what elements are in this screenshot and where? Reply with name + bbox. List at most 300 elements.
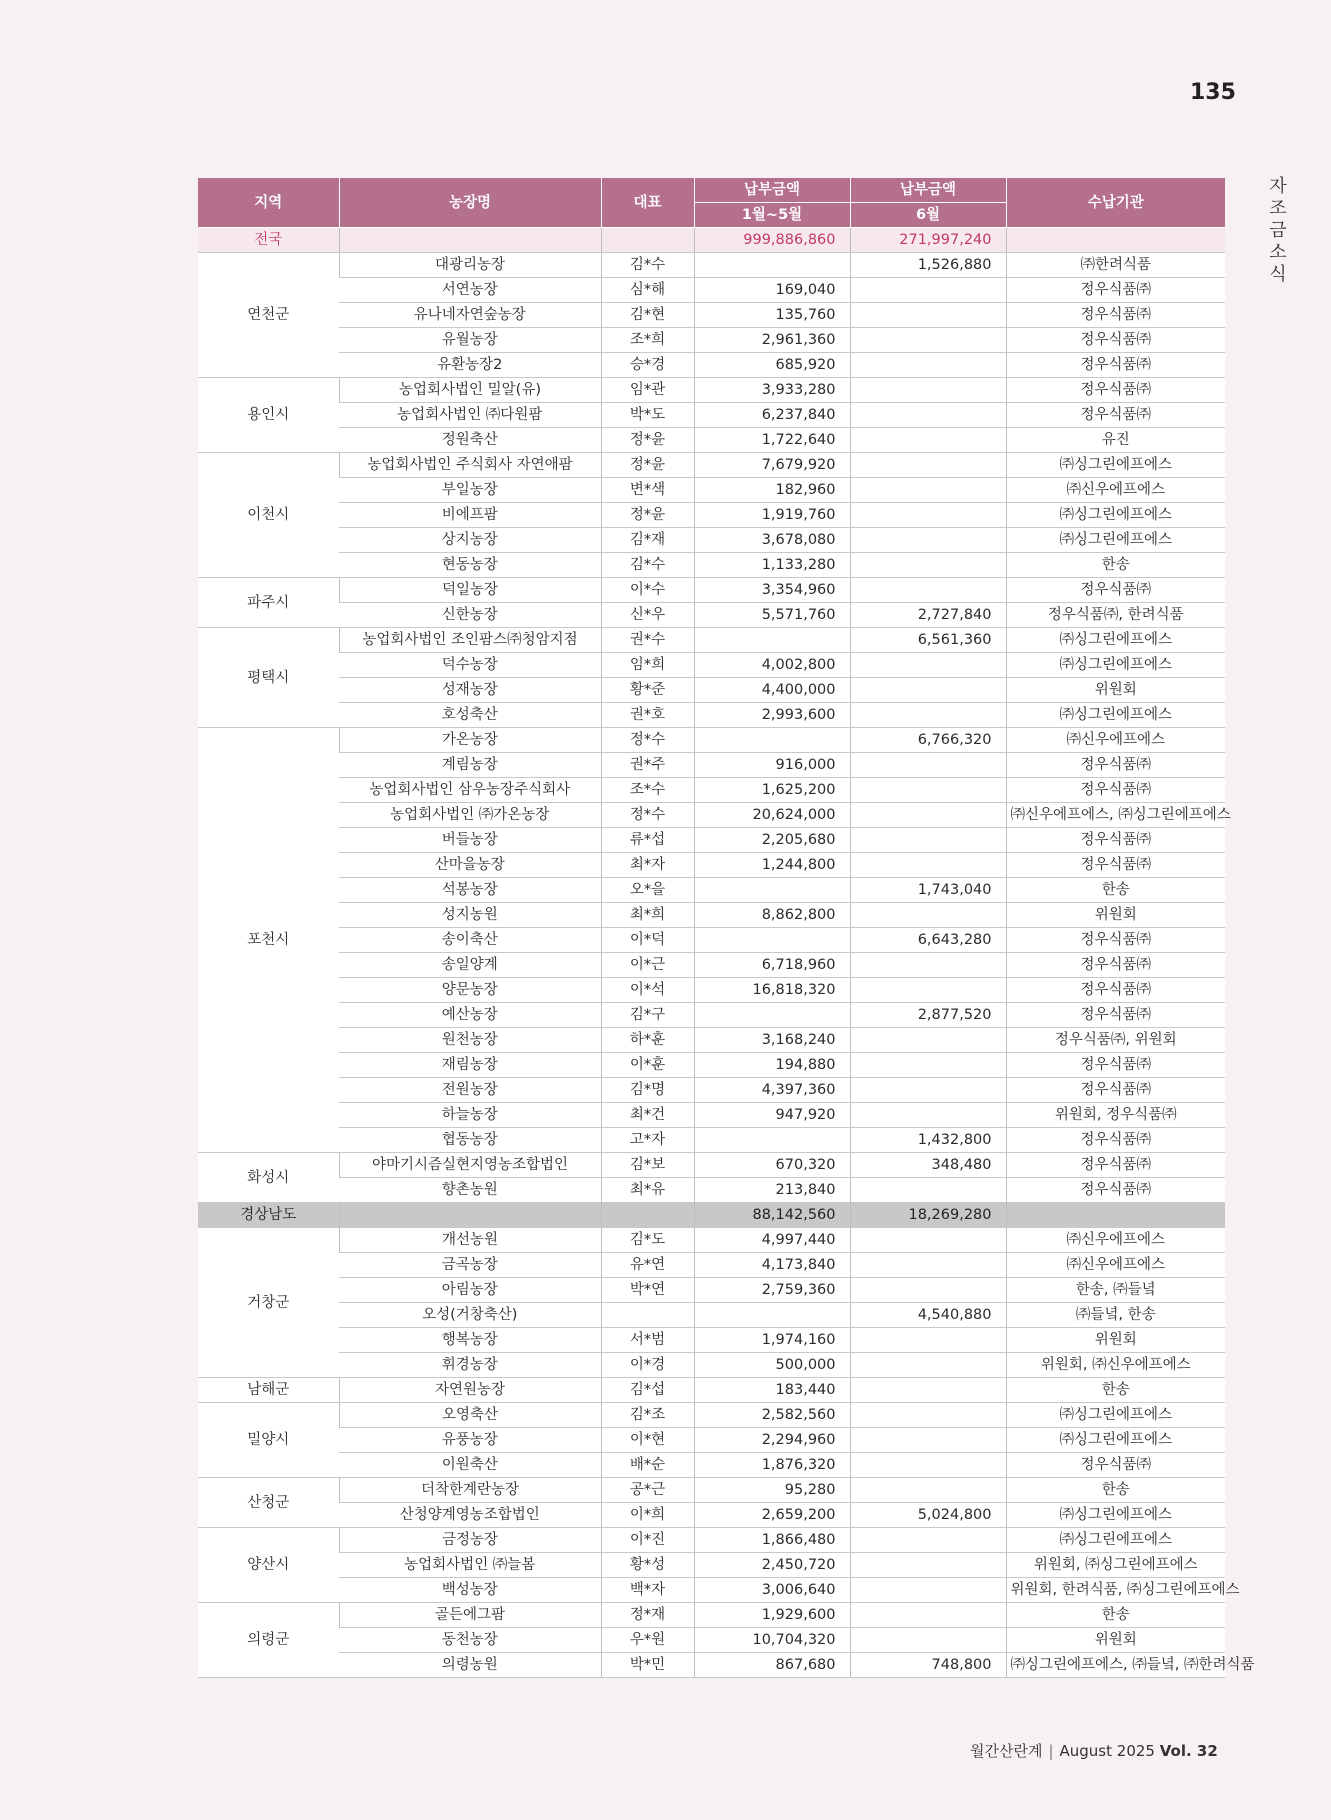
amount-jan-may-cell: 7,679,920 (694, 453, 850, 478)
receiving-org-cell: ㈜싱그린에프에스 (1006, 528, 1225, 553)
receiving-org-cell: ㈜한려식품 (1006, 253, 1225, 278)
amount-jan-may-cell: 3,933,280 (694, 378, 850, 403)
amount-jan-may-cell (694, 728, 850, 753)
table-row (198, 378, 1225, 403)
table-row (198, 1428, 1225, 1453)
amount-jan-may-cell (694, 1128, 850, 1153)
side-label-char: 조 (1269, 198, 1287, 219)
representative-cell: 조*희 (601, 328, 694, 353)
farm-name-cell: 성지농원 (339, 903, 601, 928)
farm-name-cell: 정원축산 (339, 428, 601, 453)
representative-cell: 우*원 (601, 1628, 694, 1653)
representative-cell: 이*현 (601, 1428, 694, 1453)
amount-june-cell (850, 378, 1006, 403)
representative-cell: 박*민 (601, 1653, 694, 1678)
representative-cell: 정*윤 (601, 503, 694, 528)
farm-name-cell: 재림농장 (339, 1053, 601, 1078)
farm-name-cell: 계림농장 (339, 753, 601, 778)
amount-june-cell (850, 478, 1006, 503)
amount-june-cell: 6,643,280 (850, 928, 1006, 953)
representative-cell: 서*범 (601, 1328, 694, 1353)
receiving-org-cell: 정우식품㈜ (1006, 1003, 1225, 1028)
amount-jan-may-cell: 3,678,080 (694, 528, 850, 553)
amount-june-cell (850, 1553, 1006, 1578)
representative-cell: 최*자 (601, 853, 694, 878)
amount-jan-may-cell: 1,876,320 (694, 1453, 850, 1478)
table-row (198, 1228, 1225, 1253)
side-label-char: 소 (1269, 242, 1287, 263)
amount-jan-may-cell: 95,280 (694, 1478, 850, 1503)
amount-june-cell: 6,766,320 (850, 728, 1006, 753)
representative-cell: 최*희 (601, 903, 694, 928)
receiving-org-cell: 정우식품㈜ (1006, 753, 1225, 778)
representative-cell: 이*경 (601, 1353, 694, 1378)
representative-cell: 황*성 (601, 1553, 694, 1578)
amount-june-cell (850, 903, 1006, 928)
amount-jan-may-cell: 4,173,840 (694, 1253, 850, 1278)
representative-cell: 승*경 (601, 353, 694, 378)
receiving-org-cell: ㈜싱그린에프에스 (1006, 503, 1225, 528)
receiving-org-cell: ㈜싱그린에프에스 (1006, 703, 1225, 728)
representative-cell: 이*수 (601, 578, 694, 603)
amount-june-cell (850, 1578, 1006, 1603)
receiving-org-cell: 정우식품㈜ (1006, 378, 1225, 403)
representative-cell: 정*윤 (601, 428, 694, 453)
receiving-org-cell: 한송 (1006, 553, 1225, 578)
amount-june-cell (850, 1178, 1006, 1203)
table-row (198, 728, 1225, 753)
table-row (198, 1153, 1225, 1178)
receiving-org-cell: 위원회, 한려식품, ㈜싱그린에프에스 (1006, 1578, 1225, 1603)
header-org: 수납기관 (1006, 178, 1225, 228)
page-number: 135 (1190, 80, 1236, 105)
amount-june-cell (850, 453, 1006, 478)
farm-name-cell: 오영축산 (339, 1403, 601, 1428)
farm-name-cell: 덕수농장 (339, 653, 601, 678)
footer (970, 1740, 1218, 1761)
region-cell: 용인시 (198, 378, 339, 453)
farm-name-cell: 금곡농장 (339, 1253, 601, 1278)
amount-june-cell (850, 778, 1006, 803)
amount-jan-may-cell: 1,866,480 (694, 1528, 850, 1553)
farm-name-cell: 농업회사법인 밀알(유) (339, 378, 601, 403)
amount-june-cell (850, 1478, 1006, 1503)
footer-magazine: 월간산란계 (970, 1742, 1043, 1760)
table-row (198, 603, 1225, 628)
receiving-org-cell: 정우식품㈜ (1006, 1078, 1225, 1103)
amount-jan-may-cell (694, 928, 850, 953)
representative-cell: 정*수 (601, 803, 694, 828)
amount-june-cell (850, 578, 1006, 603)
receiving-org-cell: 정우식품㈜ (1006, 278, 1225, 303)
amount-june-cell (850, 703, 1006, 728)
receiving-org-cell: 한송 (1006, 1478, 1225, 1503)
amount-jan-may-cell (694, 878, 850, 903)
amount-jan-may-cell: 2,450,720 (694, 1553, 850, 1578)
receiving-org-cell: 위원회 (1006, 1328, 1225, 1353)
table-row (198, 478, 1225, 503)
representative-cell: 류*섭 (601, 828, 694, 853)
amount-june-cell (850, 1328, 1006, 1353)
amount-june-cell: 4,540,880 (850, 1303, 1006, 1328)
region-cell: 거창군 (198, 1228, 339, 1378)
table-row (198, 1628, 1225, 1653)
farm-name-cell: 유나네자연숲농장 (339, 303, 601, 328)
amount-june-cell (850, 678, 1006, 703)
region-cell: 파주시 (198, 578, 339, 628)
amount-jan-may-cell: 135,760 (694, 303, 850, 328)
representative-cell: 김*조 (601, 1403, 694, 1428)
header-farm: 농장명 (339, 178, 601, 228)
amount-june-cell (850, 1528, 1006, 1553)
table-row (198, 1278, 1225, 1303)
table-row (198, 353, 1225, 378)
amount-jan-may-cell: 2,659,200 (694, 1503, 850, 1528)
region-cell: 연천군 (198, 253, 339, 378)
farm-name-cell: 유환농장2 (339, 353, 601, 378)
representative-cell: 김*보 (601, 1153, 694, 1178)
table-row (198, 678, 1225, 703)
table-row (198, 1503, 1225, 1528)
representative-cell: 임*희 (601, 653, 694, 678)
representative-cell: 김*재 (601, 528, 694, 553)
amount-jan-may-cell: 685,920 (694, 353, 850, 378)
table-row (198, 1303, 1225, 1328)
farm-name-cell: 의령농원 (339, 1653, 601, 1678)
farm-name-cell: 유풍농장 (339, 1428, 601, 1453)
receiving-org-cell: 정우식품㈜ (1006, 578, 1225, 603)
receiving-org-cell: 정우식품㈜ (1006, 353, 1225, 378)
footer-separator: | (1048, 1742, 1054, 1760)
total-row (198, 228, 1225, 253)
province-amount2: 18,269,280 (850, 1203, 1006, 1228)
receiving-org-cell: ㈜들녘, 한송 (1006, 1303, 1225, 1328)
table-row (198, 1028, 1225, 1053)
region-cell: 의령군 (198, 1603, 339, 1678)
representative-cell: 공*근 (601, 1478, 694, 1503)
receiving-org-cell: ㈜싱그린에프에스 (1006, 1403, 1225, 1428)
amount-june-cell (850, 428, 1006, 453)
amount-jan-may-cell: 867,680 (694, 1653, 850, 1678)
farm-name-cell: 농업회사법인 주식회사 자연애팜 (339, 453, 601, 478)
farm-name-cell: 전원농장 (339, 1078, 601, 1103)
representative-cell: 권*주 (601, 753, 694, 778)
receiving-org-cell: 정우식품㈜ (1006, 953, 1225, 978)
farm-name-cell: 휘경농장 (339, 1353, 601, 1378)
receiving-org-cell: 위원회, ㈜싱그린에프에스 (1006, 1553, 1225, 1578)
table-row (198, 1328, 1225, 1353)
receiving-org-cell: 정우식품㈜ (1006, 403, 1225, 428)
total-amount1: 999,886,860 (694, 228, 850, 253)
farm-name-cell: 버들농장 (339, 828, 601, 853)
table-row (198, 1078, 1225, 1103)
farm-name-cell: 산청양계영농조합법인 (339, 1503, 601, 1528)
farm-name-cell: 금정농장 (339, 1528, 601, 1553)
amount-june-cell (850, 1103, 1006, 1128)
receiving-org-cell: 위원회, 정우식품㈜ (1006, 1103, 1225, 1128)
amount-jan-may-cell: 1,974,160 (694, 1328, 850, 1353)
receiving-org-cell: 위원회, ㈜신우에프에스 (1006, 1353, 1225, 1378)
amount-june-cell (850, 1428, 1006, 1453)
representative-cell: 최*유 (601, 1178, 694, 1203)
farm-name-cell: 더착한계란농장 (339, 1478, 601, 1503)
table-body-province (198, 1203, 1225, 1228)
representative-cell: 정*수 (601, 728, 694, 753)
payment-table (198, 178, 1255, 1678)
header-amount1-top: 납부금액 (694, 178, 850, 203)
table-row (198, 653, 1225, 678)
amount-june-cell (850, 978, 1006, 1003)
amount-jan-may-cell (694, 1303, 850, 1328)
region-cell: 이천시 (198, 453, 339, 578)
header-amount1-sub: 1월~5월 (694, 203, 850, 228)
receiving-org-cell: 정우식품㈜ (1006, 1178, 1225, 1203)
receiving-org-cell: ㈜신우에프에스 (1006, 478, 1225, 503)
amount-june-cell (850, 1228, 1006, 1253)
representative-cell: 김*구 (601, 1003, 694, 1028)
receiving-org-cell: 정우식품㈜ (1006, 328, 1225, 353)
table-row (198, 1653, 1225, 1678)
amount-june-cell (850, 278, 1006, 303)
amount-june-cell (850, 753, 1006, 778)
receiving-org-cell: 정우식품㈜ (1006, 1453, 1225, 1478)
amount-jan-may-cell: 10,704,320 (694, 1628, 850, 1653)
table-row (198, 903, 1225, 928)
table-row (198, 1053, 1225, 1078)
farm-name-cell: 호성축산 (339, 703, 601, 728)
amount-jan-may-cell: 1,133,280 (694, 553, 850, 578)
table-row (198, 328, 1225, 353)
representative-cell: 이*근 (601, 953, 694, 978)
amount-jan-may-cell: 183,440 (694, 1378, 850, 1403)
farm-name-cell: 이원축산 (339, 1453, 601, 1478)
farm-name-cell: 덕일농장 (339, 578, 601, 603)
representative-cell: 백*자 (601, 1578, 694, 1603)
amount-jan-may-cell: 2,294,960 (694, 1428, 850, 1453)
farm-name-cell: 아림농장 (339, 1278, 601, 1303)
amount-jan-may-cell: 2,759,360 (694, 1278, 850, 1303)
amount-jan-may-cell: 916,000 (694, 753, 850, 778)
representative-cell: 심*해 (601, 278, 694, 303)
farm-name-cell: 신한농장 (339, 603, 601, 628)
farm-name-cell: 농업회사법인 ㈜다원팜 (339, 403, 601, 428)
amount-june-cell (850, 1378, 1006, 1403)
table-row (198, 303, 1225, 328)
amount-june-cell: 5,024,800 (850, 1503, 1006, 1528)
region-cell: 밀양시 (198, 1403, 339, 1478)
table-row (198, 1528, 1225, 1553)
representative-cell: 황*준 (601, 678, 694, 703)
amount-jan-may-cell: 3,168,240 (694, 1028, 850, 1053)
table-row (198, 1253, 1225, 1278)
table-row (198, 1403, 1225, 1428)
farm-name-cell: 야마기시즘실현지영농조합법인 (339, 1153, 601, 1178)
total-amount2: 271,997,240 (850, 228, 1006, 253)
amount-jan-may-cell: 1,244,800 (694, 853, 850, 878)
amount-jan-may-cell: 1,625,200 (694, 778, 850, 803)
province-row (198, 1203, 1225, 1228)
receiving-org-cell: 위원회 (1006, 678, 1225, 703)
footer-date: August 2025 (1059, 1742, 1155, 1760)
amount-jan-may-cell: 500,000 (694, 1353, 850, 1378)
amount-jan-may-cell: 8,862,800 (694, 903, 850, 928)
header-amount2-sub: 6월 (850, 203, 1006, 228)
amount-jan-may-cell: 194,880 (694, 1053, 850, 1078)
table-row (198, 1178, 1225, 1203)
receiving-org-cell: 정우식품㈜ (1006, 928, 1225, 953)
representative-cell (601, 1303, 694, 1328)
table-row (198, 503, 1225, 528)
representative-cell: 정*재 (601, 1603, 694, 1628)
amount-june-cell (850, 303, 1006, 328)
receiving-org-cell: ㈜싱그린에프에스, ㈜들녘, ㈜한려식품 (1006, 1653, 1225, 1678)
receiving-org-cell: ㈜싱그린에프에스 (1006, 1528, 1225, 1553)
receiving-org-cell: ㈜싱그린에프에스 (1006, 653, 1225, 678)
amount-jan-may-cell: 3,006,640 (694, 1578, 850, 1603)
amount-june-cell: 6,561,360 (850, 628, 1006, 653)
representative-cell: 김*현 (601, 303, 694, 328)
region-cell: 양산시 (198, 1528, 339, 1603)
table-row (198, 278, 1225, 303)
farm-name-cell: 농업회사법인 삼우농장주식회사 (339, 778, 601, 803)
receiving-org-cell: 정우식품㈜ (1006, 978, 1225, 1003)
table-row (198, 803, 1225, 828)
receiving-org-cell: 위원회 (1006, 903, 1225, 928)
amount-june-cell (850, 953, 1006, 978)
farm-name-cell: 석봉농장 (339, 878, 601, 903)
table-row (198, 578, 1225, 603)
table-row (198, 1103, 1225, 1128)
amount-jan-may-cell (694, 253, 850, 278)
amount-june-cell (850, 403, 1006, 428)
representative-cell: 이*희 (601, 1503, 694, 1528)
table-row (198, 1578, 1225, 1603)
amount-june-cell: 2,877,520 (850, 1003, 1006, 1028)
farm-name-cell: 오성(거창축산) (339, 1303, 601, 1328)
region-cell: 포천시 (198, 728, 339, 1153)
receiving-org-cell: ㈜싱그린에프에스 (1006, 453, 1225, 478)
representative-cell: 김*섭 (601, 1378, 694, 1403)
table-row (198, 1603, 1225, 1628)
farm-name-cell: 비에프팜 (339, 503, 601, 528)
header-region: 지역 (198, 178, 339, 228)
receiving-org-cell: 정우식품㈜ (1006, 1053, 1225, 1078)
farm-name-cell: 예산농장 (339, 1003, 601, 1028)
amount-june-cell: 748,800 (850, 1653, 1006, 1678)
table-row (198, 778, 1225, 803)
table-row (198, 403, 1225, 428)
representative-cell: 권*호 (601, 703, 694, 728)
table-row (198, 1453, 1225, 1478)
receiving-org-cell: 한송 (1006, 1603, 1225, 1628)
table-row (198, 453, 1225, 478)
table-body-gyeongnam (198, 1228, 1255, 1678)
representative-cell: 최*건 (601, 1103, 694, 1128)
representative-cell: 박*도 (601, 403, 694, 428)
amount-jan-may-cell: 3,354,960 (694, 578, 850, 603)
table-row (198, 703, 1225, 728)
header-amount2-top: 납부금액 (850, 178, 1006, 203)
table-header (198, 178, 1225, 228)
amount-june-cell (850, 528, 1006, 553)
representative-cell: 김*수 (601, 553, 694, 578)
farm-name-cell: 대광리농장 (339, 253, 601, 278)
amount-june-cell: 1,432,800 (850, 1128, 1006, 1153)
amount-june-cell (850, 1628, 1006, 1653)
table-row (198, 1378, 1225, 1403)
amount-jan-may-cell: 6,718,960 (694, 953, 850, 978)
receiving-org-cell: 위원회 (1006, 1628, 1225, 1653)
representative-cell: 이*진 (601, 1528, 694, 1553)
receiving-org-cell: 정우식품㈜ (1006, 828, 1225, 853)
region-cell: 화성시 (198, 1153, 339, 1203)
receiving-org-cell: ㈜신우에프에스 (1006, 1228, 1225, 1253)
footer-volume: Vol. 32 (1159, 1742, 1218, 1760)
table-row (198, 1128, 1225, 1153)
amount-june-cell (850, 853, 1006, 878)
amount-jan-may-cell: 2,961,360 (694, 328, 850, 353)
amount-jan-may-cell: 4,002,800 (694, 653, 850, 678)
farm-name-cell: 송이축산 (339, 928, 601, 953)
table-row (198, 1478, 1225, 1503)
side-label-char: 금 (1269, 220, 1287, 241)
amount-june-cell (850, 1453, 1006, 1478)
amount-jan-may-cell: 4,400,000 (694, 678, 850, 703)
amount-june-cell (850, 828, 1006, 853)
amount-jan-may-cell: 182,960 (694, 478, 850, 503)
representative-cell: 하*훈 (601, 1028, 694, 1053)
table-row (198, 553, 1225, 578)
table-row (198, 1003, 1225, 1028)
amount-june-cell (850, 803, 1006, 828)
amount-jan-may-cell: 1,919,760 (694, 503, 850, 528)
amount-jan-may-cell: 5,571,760 (694, 603, 850, 628)
amount-june-cell (850, 1278, 1006, 1303)
amount-jan-may-cell: 16,818,320 (694, 978, 850, 1003)
representative-cell: 변*색 (601, 478, 694, 503)
farm-name-cell: 개선농원 (339, 1228, 601, 1253)
representative-cell: 이*석 (601, 978, 694, 1003)
amount-jan-may-cell: 20,624,000 (694, 803, 850, 828)
representative-cell: 임*관 (601, 378, 694, 403)
table-body-gyeonggi (198, 228, 1231, 1203)
receiving-org-cell: 한송 (1006, 878, 1225, 903)
section-side-label (1268, 176, 1288, 286)
amount-june-cell (850, 1053, 1006, 1078)
receiving-org-cell: 정우식품㈜, 위원회 (1006, 1028, 1225, 1053)
total-region: 전국 (198, 228, 339, 253)
representative-cell: 이*훈 (601, 1053, 694, 1078)
receiving-org-cell: ㈜싱그린에프에스 (1006, 628, 1225, 653)
amount-june-cell: 2,727,840 (850, 603, 1006, 628)
representative-cell: 정*윤 (601, 453, 694, 478)
farm-name-cell: 농업회사법인 조인팜스㈜청암지점 (339, 628, 601, 653)
amount-jan-may-cell: 169,040 (694, 278, 850, 303)
table-row (198, 628, 1225, 653)
farm-name-cell: 서연농장 (339, 278, 601, 303)
amount-june-cell (850, 1028, 1006, 1053)
farm-name-cell: 향촌농원 (339, 1178, 601, 1203)
receiving-org-cell: 정우식품㈜ (1006, 303, 1225, 328)
side-label-char: 식 (1269, 264, 1287, 285)
region-cell: 남해군 (198, 1378, 339, 1403)
amount-june-cell (850, 1403, 1006, 1428)
receiving-org-cell: 정우식품㈜ (1006, 1128, 1225, 1153)
amount-jan-may-cell: 6,237,840 (694, 403, 850, 428)
farm-name-cell: 농업회사법인 ㈜가온농장 (339, 803, 601, 828)
farm-name-cell: 부일농장 (339, 478, 601, 503)
receiving-org-cell: 정우식품㈜ (1006, 1153, 1225, 1178)
